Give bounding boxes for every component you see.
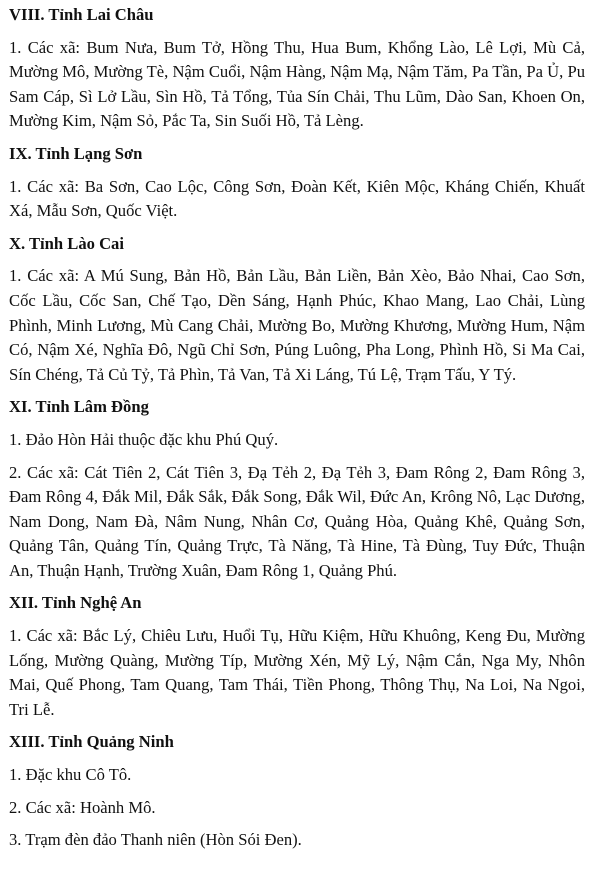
section-item: 3. Trạm đèn đảo Thanh niên (Hòn Sói Đen). [9,830,302,850]
section-lang-son [9,142,585,224]
section-item: 1. Đảo Hòn Hải thuộc đặc khu Phú Quý. [9,429,279,449]
section-heading: XI. Tỉnh Lâm Đồng [9,397,149,417]
section-item: 2. Các xã: Cát Tiên 2, Cát Tiên 3, Đạ Tẻh 2, Đạ Tẻh 3, Đam Rông 2, Đam Rông 3, Đam Rông 4, Đắk Mil, Đắk Sắk, Đắk Song, Đắk Wil, Đức An, Krông Nô, Lạc Dương, Nam Dong, Nam Đà, Nâm Nung, Nhân Cơ, Quảng Hòa, Quảng Khê, Quảng Sơn, Quảng Tân, Quảng Tín, Quảng Trực, Tà Năng, Tà Hine, Tà Đùng, Tuy Đức, Thuận An, Thuận Hạnh, Trường Xuân, Đam Rông 1, Quảng Phú. [9,462,585,580]
section-item: 1. Các xã: Bắc Lý, Chiêu Lưu, Huổi Tụ, Hữu Kiệm, Hữu Khuông, Keng Đu, Mường Lống, Mường Quàng, Mường Típ, Mường Xén, Mỹ Lý, Nậm Cắn, Nga My, Nhôn Mai, Quế Phong, Tam Quang, Tam Thái, Tiền Phong, Thông Thụ, Na Loi, Na Ngoi, Tri Lễ. [9,626,585,719]
section-item: 1. Các xã: Ba Sơn, Cao Lộc, Công Sơn, Đoàn Kết, Kiên Mộc, Kháng Chiến, Khuất Xá, Mẫu Sơn, Quốc Việt. [9,176,585,221]
section-item: 1. Đặc khu Cô Tô. [9,765,132,785]
section-lai-chau [9,3,585,134]
section-item: 1. Các xã: A Mú Sung, Bản Hồ, Bản Lầu, Bản Liền, Bản Xèo, Bảo Nhai, Cao Sơn, Cốc Lầu, Cốc San, Chế Tạo, Dền Sáng, Hạnh Phúc, Khao Mang, Lao Chải, Lùng Phình, Minh Lương, Mù Cang Chải, Mường Bo, Mường Khương, Mường Hum, Nậm Có, Nậm Xé, Nghĩa Đô, Ngũ Chỉ Sơn, Púng Luông, Pha Long, Phình Hồ, Si Ma Cai, Sín Chéng, Tả Củ Tỷ, Tả Phìn, Tả Van, Tả Xi Láng, Tú Lệ, Trạm Tấu, Y Tý. [9,266,585,384]
section-heading: IX. Tỉnh Lạng Sơn [9,143,143,163]
section-quang-ninh [9,730,585,852]
section-item: 2. Các xã: Hoành Mô. [9,797,156,817]
section-heading: X. Tỉnh Lào Cai [9,233,124,253]
section-lao-cai [9,232,585,388]
section-nghe-an [9,591,585,722]
section-heading: VIII. Tỉnh Lai Châu [9,5,154,24]
section-item: 1. Các xã: Bum Nưa, Bum Tở, Hồng Thu, Hua Bum, Khổng Lào, Lê Lợi, Mù Cả, Mường Mô, Mường Tè, Nậm Cuổi, Nậm Hàng, Nậm Mạ, Nậm Tăm, Pa Tần, Pa Ủ, Pu Sam Cáp, Sì Lở Lầu, Sìn Hồ, Tả Tổng, Tủa Sín Chải, Thu Lũm, Dào San, Khoen On, Mường Kim, Nậm Sỏ, Pắc Ta, Sin Suối Hồ, Tả Lèng. [9,37,585,131]
section-heading: XII. Tỉnh Nghệ An [9,593,142,613]
section-heading: XIII. Tỉnh Quảng Ninh [9,732,174,752]
section-lam-dong [9,395,585,583]
